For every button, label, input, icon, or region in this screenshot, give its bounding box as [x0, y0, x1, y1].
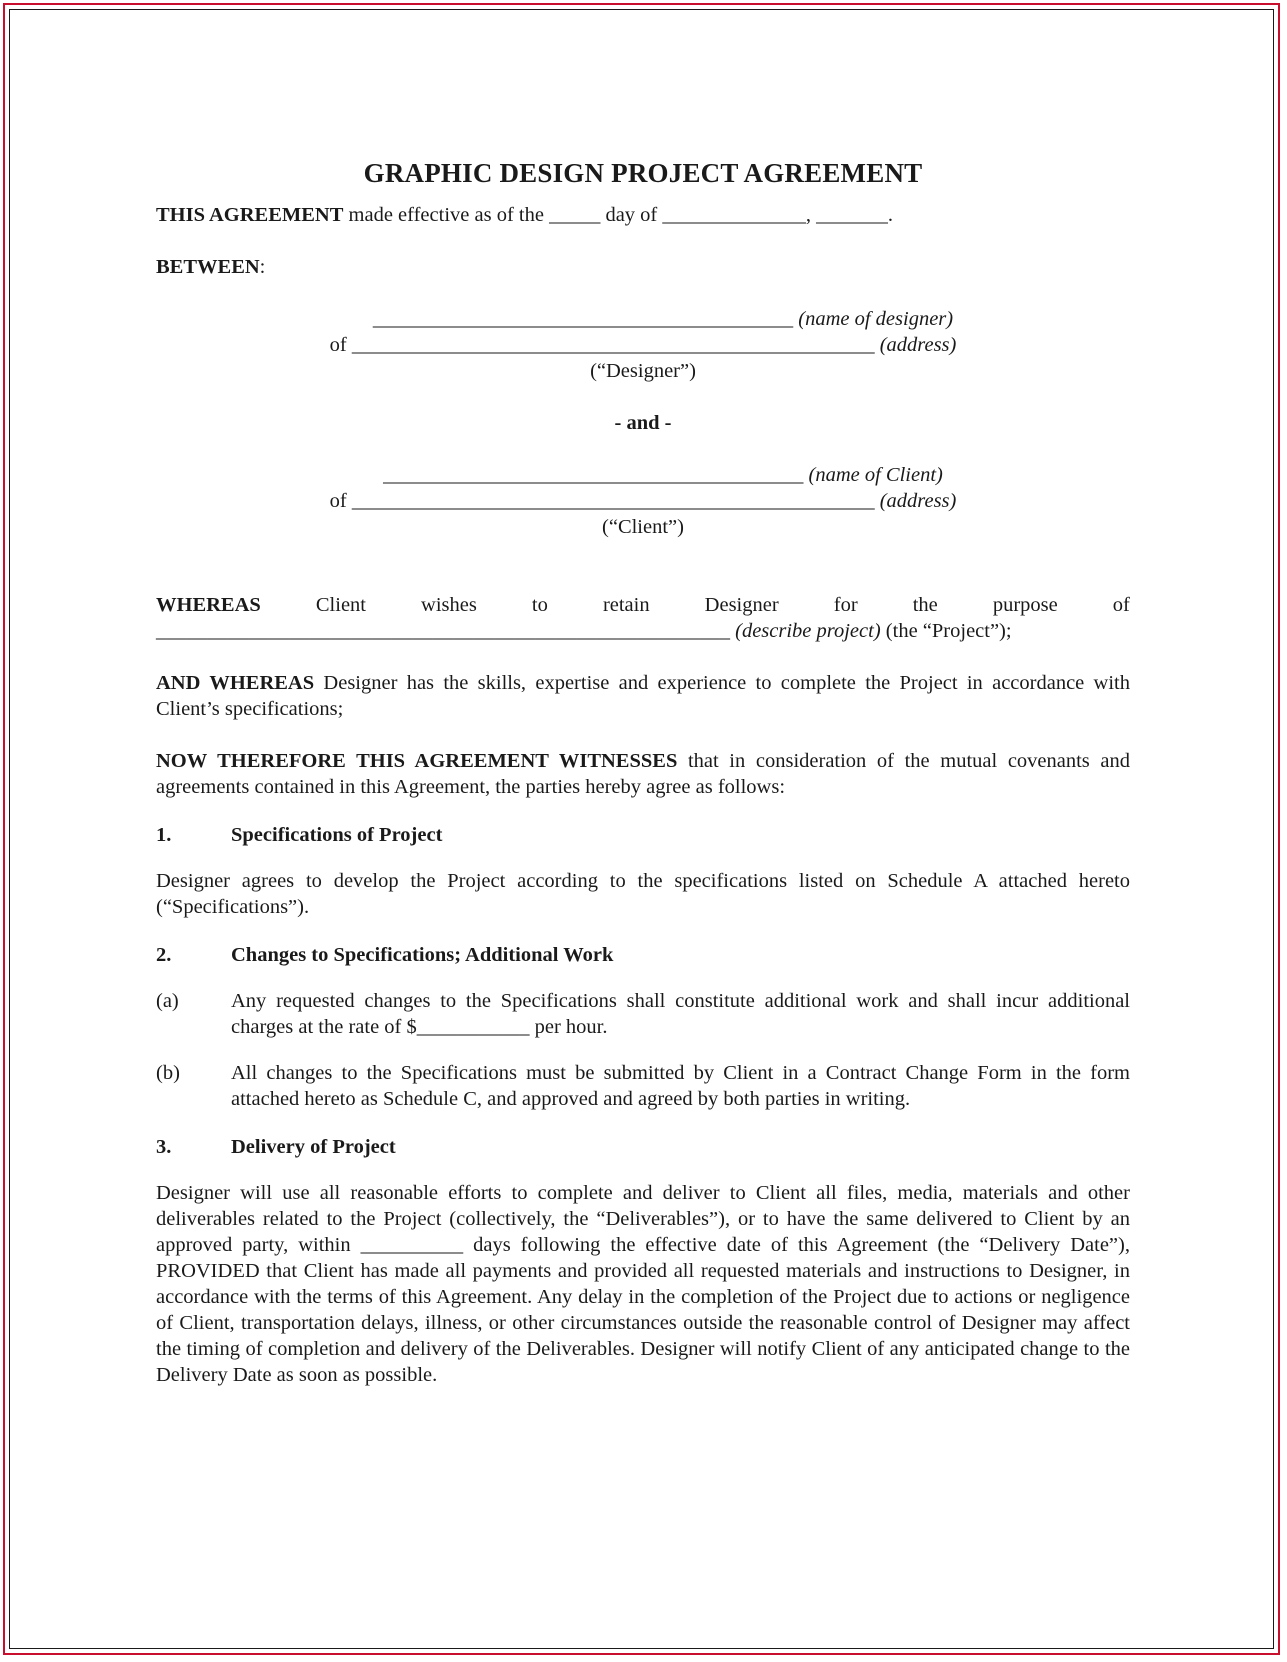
now-therefore-paragraph	[156, 748, 1130, 800]
client-alias: (“Client”)	[602, 516, 684, 538]
and-whereas-paragraph	[156, 670, 1130, 722]
designer-block	[156, 306, 1130, 384]
item-text: All changes to the Specifications must be submitted by Client in a Contract Change Form in the form attached hereto as Schedule C, and approved and agreed by both parties in writing.	[231, 1062, 1130, 1110]
whereas-word: for	[833, 594, 858, 616]
intro-text: made effective as of the _____ day of ______________, _______.	[343, 204, 893, 226]
client-address-hint: (address)	[879, 490, 957, 512]
intro-bold: THIS AGREEMENT	[156, 204, 344, 226]
section-number: 3.	[156, 1136, 172, 1158]
designer-address-blank: ___________________________________________________	[351, 334, 875, 356]
section-3-heading	[156, 1134, 1130, 1160]
item-label: (a)	[156, 990, 179, 1012]
section-1-body: Designer agrees to develop the Project according to the specifications listed on Schedule A attached hereto (“Specifications”).	[156, 870, 1130, 918]
client-name-hint: (name of Client)	[808, 464, 943, 486]
whereas-word: of	[1112, 594, 1130, 616]
whereas-word: retain	[602, 594, 650, 616]
section-2-heading	[156, 942, 1130, 968]
whereas-word: WHEREAS	[156, 594, 261, 616]
whereas-word: wishes	[421, 594, 477, 616]
whereas-line-1	[156, 592, 1130, 618]
designer-name-hint: (name of designer)	[798, 308, 954, 330]
whereas-word: to	[531, 594, 548, 616]
whereas-word: Designer	[704, 594, 779, 616]
section-number: 1.	[156, 824, 172, 846]
section-title: Specifications of Project	[231, 824, 443, 846]
whereas-word: purpose	[992, 594, 1058, 616]
and-whereas-text: Designer has the skills, expertise and experience to complete the Project in accordance with Client’s specifications;	[156, 672, 1130, 720]
now-therefore-text: that in consideration of the mutual covenants and agreements contained in this Agreement, the parties hereby agree as follows:	[156, 750, 1130, 798]
and-separator: - and -	[614, 412, 672, 434]
whereas-line-2	[156, 618, 1130, 644]
project-blank: ________________________________________________________	[156, 620, 730, 642]
designer-address-hint: (address)	[879, 334, 957, 356]
whereas-word: the	[912, 594, 938, 616]
section-title: Changes to Specifications; Additional Work	[231, 944, 614, 966]
between-line	[156, 254, 1130, 280]
client-of-label: of	[329, 490, 347, 512]
section-2a	[156, 988, 1130, 1040]
designer-name-line	[156, 306, 1130, 332]
client-name-line	[156, 462, 1130, 488]
project-tail: (the “Project”);	[880, 620, 1012, 642]
client-address-blank: ___________________________________________________	[351, 490, 875, 512]
client-address-line	[156, 488, 1130, 514]
designer-alias: (“Designer”)	[590, 360, 696, 382]
document-page	[156, 150, 1130, 1414]
designer-of-label: of	[329, 334, 347, 356]
whereas-paragraph	[156, 592, 1130, 644]
now-therefore-bold: NOW THEREFORE THIS AGREEMENT WITNESSES	[156, 750, 678, 772]
and-whereas-bold: AND WHEREAS	[156, 672, 315, 694]
between-label: BETWEEN	[156, 256, 260, 278]
client-name-blank: _________________________________________	[383, 464, 804, 486]
section-title: Delivery of Project	[231, 1136, 396, 1158]
client-block	[156, 462, 1130, 540]
section-1-heading	[156, 822, 1130, 848]
item-text: Any requested changes to the Specifications shall constitute additional work and shall incur additional charges at the rate of $___________ per hour.	[231, 990, 1130, 1038]
section-3-body: Designer will use all reasonable efforts to complete and deliver to Client all files, media, materials and other deliverables related to the Project (collectively, the “Deliverables”), or to have the same delivered to Client by an approved party, within __________ days following the effective date of this Agreement (the “Delivery Date”), PROVIDED that Client has made all payments and provided all requested materials and instructions to Designer, in accordance with the terms of this Agreement. Any delay in the completion of the Project due to actions or negligence of Client, transportation delays, illness, or other circumstances outside the reasonable control of Designer may affect the timing of completion and delivery of the Deliverables. Designer will notify Client of any anticipated change to the Delivery Date as soon as possible.	[156, 1182, 1130, 1386]
whereas-word: Client	[315, 594, 366, 616]
document-title: GRAPHIC DESIGN PROJECT AGREEMENT	[363, 158, 923, 188]
item-label: (b)	[156, 1062, 180, 1084]
project-hint: (describe project)	[735, 620, 881, 642]
designer-address-line	[156, 332, 1130, 358]
section-2b	[156, 1060, 1130, 1112]
between-colon: :	[259, 256, 266, 278]
designer-name-blank: _________________________________________	[372, 308, 794, 330]
section-number: 2.	[156, 944, 172, 966]
intro-paragraph	[156, 202, 1130, 228]
